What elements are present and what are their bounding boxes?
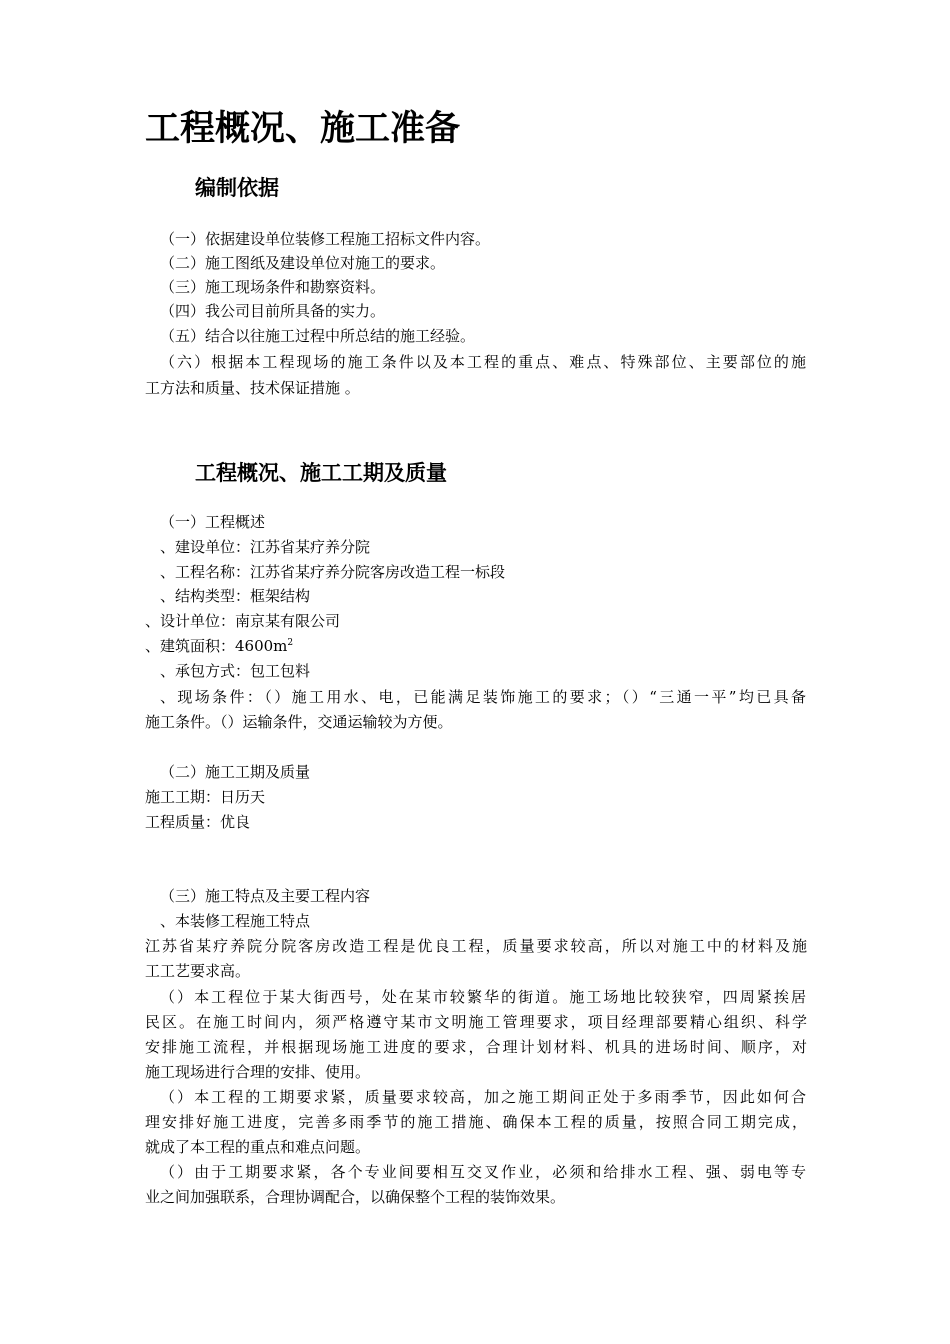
overview-site-line-2: 施工条件。（）运输条件，交通运输较为方便。	[145, 713, 453, 731]
basis-item-5: （五）结合以往施工过程中所总结的施工经验。	[160, 327, 476, 345]
features-subtitle: 、本装修工程施工特点	[160, 912, 311, 930]
quality-value: 工程质量：优良	[145, 813, 251, 831]
overview-builder: 、建设单位：江苏省某疗养分院	[160, 538, 371, 556]
paragraph-2-line-1: （）本工程的工期要求紧，质量要求较高，加之施工期间正处于多雨季节，因此如何合	[160, 1088, 806, 1106]
intro-line-1: 江苏省某疗养院分院客房改造工程是优良工程，质量要求较高，所以对施工中的材料及施	[145, 937, 807, 955]
basis-item-4: （四）我公司目前所具备的实力。	[160, 302, 386, 320]
area-unit-superscript: 2	[287, 638, 294, 648]
section-heading-overview: 工程概况、施工工期及质量	[195, 460, 447, 485]
area-value: 、建筑面积：4600m	[145, 637, 288, 655]
paragraph-2-line-3: 就成了本工程的重点和难点问题。	[145, 1138, 371, 1156]
paragraph-3-line-1: （）由于工期要求紧，各个专业间要相互交叉作业，必须和给排水工程、强、弱电等专	[160, 1163, 806, 1181]
basis-item-3: （三）施工现场条件和勘察资料。	[160, 278, 386, 296]
paragraph-2-line-2: 理安排好施工进度，完善多雨季节的施工措施、确保本工程的质量，按照合同工期完成，	[145, 1113, 807, 1131]
section-heading-basis: 编制依据	[195, 175, 279, 200]
paragraph-1-line-3: 安排施工流程，并根据现场施工进度的要求，合理计划材料、机具的进场时间、顺序，对	[145, 1038, 807, 1056]
overview-area	[145, 634, 293, 658]
period-value: 施工工期：日历天	[145, 788, 266, 806]
paragraph-1-line-1: （）本工程位于某大街西号，处在某市较繁华的街道。施工场地比较狭窄，四周紧挨居	[160, 988, 806, 1006]
overview-project-name: 、工程名称：江苏省某疗养分院客房改造工程一标段	[160, 563, 506, 581]
overview-designer: 、设计单位：南京某有限公司	[145, 612, 341, 630]
paragraph-1-line-4: 施工现场进行合理的安排、使用。	[145, 1063, 371, 1081]
overview-title: （一）工程概述	[160, 513, 266, 531]
overview-structure: 、结构类型：框架结构	[160, 587, 311, 605]
basis-item-2: （二）施工图纸及建设单位对施工的要求。	[160, 254, 446, 272]
intro-line-2: 工工艺要求高。	[145, 962, 251, 980]
basis-item-6-line-1: （六）根据本工程现场的施工条件以及本工程的重点、难点、特殊部位、主要部位的施	[160, 353, 806, 371]
features-title: （三）施工特点及主要工程内容	[160, 887, 371, 905]
overview-site-line-1: 、现场条件：（）施工用水、电，已能满足装饰施工的要求；（）“三通一平”均已具备	[160, 688, 806, 706]
basis-item-6-line-2: 工方法和质量、技术保证措施 。	[145, 379, 360, 397]
paragraph-3-line-2: 业之间加强联系，合理协调配合，以确保整个工程的装饰效果。	[145, 1188, 566, 1206]
basis-item-1: （一）依据建设单位装修工程施工招标文件内容。	[160, 230, 491, 248]
period-title: （二）施工工期及质量	[160, 763, 311, 781]
paragraph-1-line-2: 民区。在施工时间内，须严格遵守某市文明施工管理要求，项目经理部要精心组织、科学	[145, 1013, 807, 1031]
overview-contract: 、承包方式：包工包料	[160, 662, 311, 680]
document-title: 工程概况、施工准备	[145, 108, 461, 149]
